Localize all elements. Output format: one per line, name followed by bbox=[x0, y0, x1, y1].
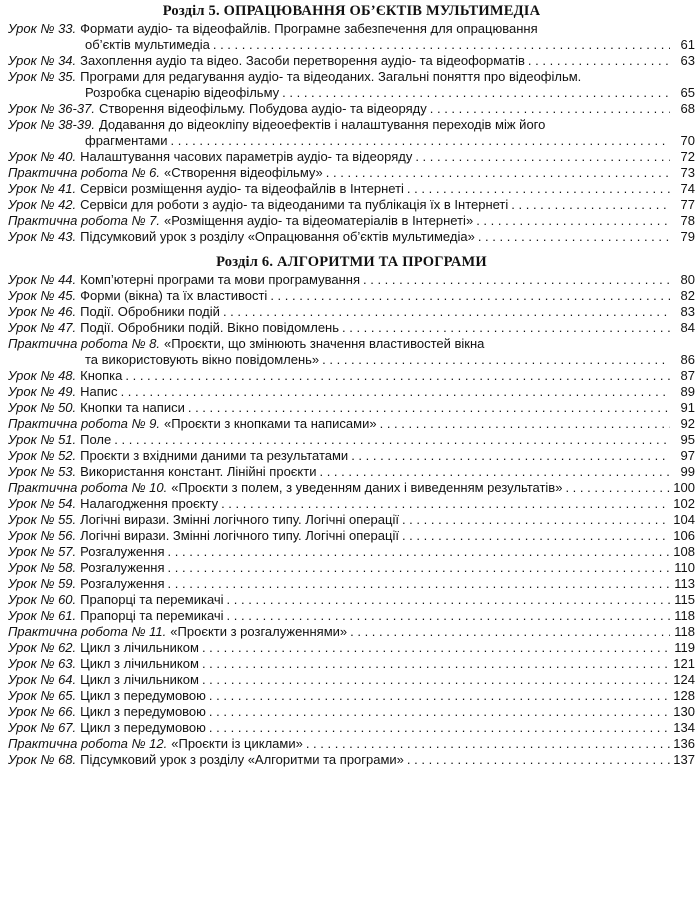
lesson-label: Урок № 41. bbox=[8, 181, 77, 196]
lesson-title: Захоплення аудіо та відео. Засоби перетворення аудіо- та відеоформатів bbox=[80, 53, 525, 68]
toc-entry-line bbox=[8, 165, 695, 181]
toc-entry-line bbox=[8, 304, 695, 320]
dot-leader bbox=[170, 133, 670, 149]
lesson-title: Програми для редагування аудіо- та відеоданих. Загальні поняття про відеофільм. bbox=[80, 69, 582, 84]
page-number: 74 bbox=[680, 181, 695, 196]
page-number: 61 bbox=[680, 37, 695, 52]
lesson-title: Кнопка bbox=[80, 368, 123, 383]
toc-entry-line bbox=[8, 704, 695, 720]
toc-entry bbox=[8, 149, 695, 165]
lesson-title: Напис bbox=[80, 384, 118, 399]
lesson-label: Урок № 47. bbox=[8, 320, 77, 335]
toc-entry-line bbox=[8, 560, 695, 576]
section-title: Розділ 6. АЛГОРИТМИ ТА ПРОГРАМИ bbox=[216, 254, 487, 270]
lesson-title: Підсумковий урок з розділу «Опрацювання об’єктів мультимедіа» bbox=[80, 229, 475, 244]
dot-leader bbox=[363, 272, 670, 288]
page-number: 110 bbox=[674, 560, 695, 575]
toc-entry-line bbox=[8, 608, 695, 624]
toc-entry-line bbox=[8, 288, 695, 304]
toc-entry-line bbox=[8, 480, 695, 496]
lesson-label: Урок № 56. bbox=[8, 528, 77, 543]
toc-entry bbox=[8, 229, 695, 245]
dot-leader bbox=[306, 736, 670, 752]
lesson-title: Прапорці та перемикачі bbox=[80, 608, 224, 623]
toc-entry bbox=[8, 576, 695, 592]
lesson-label: Урок № 54. bbox=[8, 496, 77, 511]
toc-entry-line bbox=[8, 368, 695, 384]
lesson-label: Практична робота № 10. bbox=[8, 480, 168, 495]
toc-entry bbox=[8, 165, 695, 181]
page-number: 137 bbox=[673, 752, 695, 767]
toc-entry-line bbox=[8, 688, 695, 704]
lesson-label: Урок № 46. bbox=[8, 304, 77, 319]
toc-entry-line bbox=[8, 736, 695, 752]
toc-entry-line bbox=[8, 181, 695, 197]
toc-entry bbox=[8, 672, 695, 688]
lesson-label: Урок № 34. bbox=[8, 53, 77, 68]
toc-entry bbox=[8, 304, 695, 320]
page-number: 124 bbox=[673, 672, 695, 687]
lesson-label: Практична робота № 11. bbox=[8, 624, 167, 639]
toc-entry-line bbox=[8, 21, 695, 37]
toc-entry bbox=[8, 101, 695, 117]
toc-entry-line bbox=[8, 37, 695, 53]
lesson-title: Додавання до відеокліпу відеоефектів і налаштування переходів між його bbox=[98, 117, 546, 132]
lesson-label: Урок № 49. bbox=[8, 384, 77, 399]
page-number: 65 bbox=[680, 85, 695, 100]
toc-entry bbox=[8, 213, 695, 229]
lesson-title: Розгалуження bbox=[80, 560, 165, 575]
lesson-title: Прапорці та перемикачі bbox=[80, 592, 224, 607]
dot-leader bbox=[114, 432, 670, 448]
lesson-label: Практична робота № 6. bbox=[8, 165, 161, 180]
toc-entry bbox=[8, 197, 695, 213]
lesson-title: Цикл з лічильником bbox=[80, 656, 199, 671]
page-number: 104 bbox=[673, 512, 695, 527]
page-number: 82 bbox=[680, 288, 695, 303]
toc-entry-line bbox=[8, 656, 695, 672]
lesson-title: Сервіси розміщення аудіо- та відеофайлів в Інтернеті bbox=[80, 181, 404, 196]
lesson-title: «Розміщення аудіо- та відеоматеріалів в Інтернеті» bbox=[164, 213, 474, 228]
lesson-title: та використовують вікно повідомлень» bbox=[85, 352, 320, 367]
toc-entry bbox=[8, 704, 695, 720]
lesson-label: Урок № 38-39. bbox=[8, 117, 95, 132]
lesson-title: об’єктів мультимедіа bbox=[85, 37, 210, 52]
toc-entry bbox=[8, 272, 695, 288]
toc-entry-line bbox=[8, 624, 695, 640]
toc-entry bbox=[8, 480, 695, 496]
lesson-label: Урок № 62. bbox=[8, 640, 77, 655]
lesson-label: Урок № 44. bbox=[8, 272, 77, 287]
lesson-title: «Створення відеофільму» bbox=[164, 165, 323, 180]
dot-leader bbox=[270, 288, 670, 304]
lesson-title: Логічні вирази. Змінні логічного типу. Логічні операції bbox=[80, 528, 399, 543]
lesson-title: Події. Обробники подій bbox=[80, 304, 220, 319]
dot-leader bbox=[227, 608, 670, 624]
dot-leader bbox=[213, 37, 670, 53]
toc-entry bbox=[8, 752, 695, 768]
dot-leader bbox=[430, 101, 670, 117]
toc-entry bbox=[8, 560, 695, 576]
toc-entry-line bbox=[8, 213, 695, 229]
lesson-title: Розгалуження bbox=[80, 544, 165, 559]
dot-leader bbox=[202, 640, 670, 656]
dot-leader bbox=[402, 528, 670, 544]
toc-entry-line bbox=[8, 400, 695, 416]
toc-entry-line bbox=[8, 576, 695, 592]
toc-entry-line bbox=[8, 672, 695, 688]
page-number: 72 bbox=[680, 149, 695, 164]
toc-entry-line bbox=[8, 336, 695, 352]
page-number: 92 bbox=[680, 416, 695, 431]
page-number: 113 bbox=[674, 576, 695, 591]
toc-entry bbox=[8, 416, 695, 432]
toc-entry-line bbox=[8, 448, 695, 464]
toc-entry bbox=[8, 464, 695, 480]
toc-entry-line bbox=[8, 544, 695, 560]
lesson-title: Поле bbox=[80, 432, 112, 447]
toc-entry-line bbox=[8, 53, 695, 69]
section-divider bbox=[8, 245, 695, 253]
lesson-title: Сервіси для роботи з аудіо- та відеоданими та публікація їх в Інтернеті bbox=[80, 197, 509, 212]
dot-leader bbox=[221, 496, 670, 512]
page-number: 68 bbox=[680, 101, 695, 116]
toc-entry bbox=[8, 736, 695, 752]
lesson-title: Розробка сценарію відеофільму bbox=[85, 85, 280, 100]
lesson-title: Комп’ютерні програми та мови програмування bbox=[80, 272, 361, 287]
lesson-label: Урок № 35. bbox=[8, 69, 77, 84]
toc-entry bbox=[8, 608, 695, 624]
lesson-title: Події. Обробники подій. Вікно повідомлень bbox=[80, 320, 339, 335]
lesson-label: Практична робота № 8. bbox=[8, 336, 161, 351]
toc-entry-line bbox=[8, 592, 695, 608]
toc-entry bbox=[8, 592, 695, 608]
page-number: 73 bbox=[680, 165, 695, 180]
lesson-label: Урок № 67. bbox=[8, 720, 77, 735]
toc-entry bbox=[8, 544, 695, 560]
lesson-label: Урок № 50. bbox=[8, 400, 77, 415]
lesson-label: Практична робота № 12. bbox=[8, 736, 168, 751]
dot-leader bbox=[282, 85, 670, 101]
page-number: 108 bbox=[673, 544, 695, 559]
page-number: 87 bbox=[680, 368, 695, 383]
lesson-label: Урок № 63. bbox=[8, 656, 77, 671]
lesson-label: Урок № 42. bbox=[8, 197, 77, 212]
dot-leader bbox=[322, 352, 670, 368]
page-number: 100 bbox=[673, 480, 695, 495]
toc-entry bbox=[8, 288, 695, 304]
lesson-title: Цикл з передумовою bbox=[80, 688, 206, 703]
toc-entry-line bbox=[8, 640, 695, 656]
page-number: 130 bbox=[673, 704, 695, 719]
toc-entry-line bbox=[8, 101, 695, 117]
lesson-label: Урок № 36-37. bbox=[8, 101, 95, 116]
dot-leader bbox=[209, 720, 670, 736]
lesson-title: Цикл з лічильником bbox=[80, 672, 199, 687]
lesson-title: Проєкти з вхідними даними та результатами bbox=[80, 448, 349, 463]
lesson-title: Розгалуження bbox=[80, 576, 165, 591]
lesson-label: Практична робота № 7. bbox=[8, 213, 161, 228]
dot-leader bbox=[407, 752, 670, 768]
section-title: Розділ 5. ОПРАЦЮВАННЯ ОБ’ЄКТІВ МУЛЬТИМЕДІА bbox=[162, 3, 541, 19]
page-number: 97 bbox=[680, 448, 695, 463]
toc-entry-line bbox=[8, 528, 695, 544]
toc-entry bbox=[8, 336, 695, 368]
dot-leader bbox=[326, 165, 670, 181]
dot-leader bbox=[168, 560, 670, 576]
lesson-title: Кнопки та написи bbox=[80, 400, 185, 415]
dot-leader bbox=[511, 197, 670, 213]
lesson-label: Урок № 53. bbox=[8, 464, 77, 479]
lesson-label: Урок № 57. bbox=[8, 544, 77, 559]
lesson-label: Урок № 61. bbox=[8, 608, 77, 623]
dot-leader bbox=[565, 480, 670, 496]
toc-entry-line bbox=[8, 133, 695, 149]
lesson-title: «Проєкти з розгалуженнями» bbox=[170, 624, 348, 639]
page-number: 128 bbox=[673, 688, 695, 703]
dot-leader bbox=[476, 213, 670, 229]
toc-entry bbox=[8, 432, 695, 448]
dot-leader bbox=[478, 229, 670, 245]
toc-entry bbox=[8, 384, 695, 400]
page-number: 83 bbox=[680, 304, 695, 319]
page-number: 79 bbox=[680, 229, 695, 244]
page-number: 84 bbox=[680, 320, 695, 335]
lesson-title: Використання констант. Лінійні проєкти bbox=[80, 464, 317, 479]
toc-entry-line bbox=[8, 197, 695, 213]
toc-entry bbox=[8, 400, 695, 416]
dot-leader bbox=[319, 464, 670, 480]
lesson-label: Урок № 43. bbox=[8, 229, 77, 244]
toc-entry bbox=[8, 181, 695, 197]
lesson-label: Урок № 45. bbox=[8, 288, 77, 303]
lesson-label: Урок № 58. bbox=[8, 560, 77, 575]
toc-entry bbox=[8, 448, 695, 464]
page-number: 106 bbox=[673, 528, 695, 543]
toc-entry bbox=[8, 512, 695, 528]
lesson-label: Урок № 59. bbox=[8, 576, 77, 591]
lesson-title: «Проєкти із циклами» bbox=[171, 736, 303, 751]
page-number: 118 bbox=[674, 624, 695, 639]
page-number: 121 bbox=[673, 656, 695, 671]
dot-leader bbox=[415, 149, 670, 165]
page-number: 102 bbox=[673, 496, 695, 511]
page-number: 86 bbox=[680, 352, 695, 367]
page-number: 89 bbox=[680, 384, 695, 399]
lesson-label: Урок № 65. bbox=[8, 688, 77, 703]
dot-leader bbox=[227, 592, 670, 608]
page-number: 78 bbox=[680, 213, 695, 228]
toc-entry bbox=[8, 688, 695, 704]
dot-leader bbox=[380, 416, 670, 432]
lesson-title: «Проєкти з кнопками та написами» bbox=[164, 416, 377, 431]
dot-leader bbox=[209, 704, 670, 720]
lesson-label: Урок № 48. bbox=[8, 368, 77, 383]
toc-entry-line bbox=[8, 496, 695, 512]
lesson-title: Форми (вікна) та їх властивості bbox=[80, 288, 268, 303]
page-number: 134 bbox=[673, 720, 695, 735]
toc-entry bbox=[8, 53, 695, 69]
page-number: 77 bbox=[680, 197, 695, 212]
lesson-label: Урок № 68. bbox=[8, 752, 77, 767]
toc-entry bbox=[8, 368, 695, 384]
lesson-title: «Проєкти, що змінюють значення властивостей вікна bbox=[164, 336, 485, 351]
toc-entry-line bbox=[8, 69, 695, 85]
lesson-title: «Проєкти з полем, з уведенням даних і виведенням результатів» bbox=[171, 480, 563, 495]
dot-leader bbox=[202, 656, 670, 672]
toc-entry bbox=[8, 496, 695, 512]
lesson-title: Логічні вирази. Змінні логічного типу. Логічні операції bbox=[80, 512, 399, 527]
dot-leader bbox=[168, 544, 670, 560]
lesson-label: Урок № 51. bbox=[8, 432, 77, 447]
toc-entry-line bbox=[8, 384, 695, 400]
toc-entry-line bbox=[8, 752, 695, 768]
dot-leader bbox=[223, 304, 670, 320]
lesson-label: Урок № 33. bbox=[8, 21, 77, 36]
page-number: 70 bbox=[680, 133, 695, 148]
lesson-title: фрагментами bbox=[85, 133, 168, 148]
page-number: 95 bbox=[680, 432, 695, 447]
toc-entry-line bbox=[8, 85, 695, 101]
toc-entry bbox=[8, 720, 695, 736]
toc-entry bbox=[8, 21, 695, 53]
lesson-label: Урок № 55. bbox=[8, 512, 77, 527]
page-number: 119 bbox=[674, 640, 695, 655]
toc-entry-line bbox=[8, 416, 695, 432]
dot-leader bbox=[188, 400, 670, 416]
dot-leader bbox=[407, 181, 670, 197]
lesson-label: Урок № 52. bbox=[8, 448, 77, 463]
dot-leader bbox=[350, 624, 670, 640]
dot-leader bbox=[342, 320, 670, 336]
dot-leader bbox=[125, 368, 670, 384]
lesson-label: Урок № 66. bbox=[8, 704, 77, 719]
table-of-contents bbox=[8, 2, 695, 768]
toc-entry-line bbox=[8, 720, 695, 736]
page-number: 80 bbox=[680, 272, 695, 287]
toc-entry-line bbox=[8, 320, 695, 336]
lesson-title: Цикл з передумовою bbox=[80, 704, 206, 719]
lesson-title: Налаштування часових параметрів аудіо- та відеоряду bbox=[80, 149, 413, 164]
lesson-label: Урок № 40. bbox=[8, 149, 77, 164]
dot-leader bbox=[168, 576, 670, 592]
lesson-label: Урок № 60. bbox=[8, 592, 77, 607]
lesson-title: Формати аудіо- та відеофайлів. Програмне забезпечення для опрацювання bbox=[80, 21, 538, 36]
dot-leader bbox=[402, 512, 670, 528]
toc-entry bbox=[8, 320, 695, 336]
toc-entry-line bbox=[8, 432, 695, 448]
toc-entry-line bbox=[8, 512, 695, 528]
toc-entry-line bbox=[8, 149, 695, 165]
page-number: 63 bbox=[680, 53, 695, 68]
toc-entry-line bbox=[8, 229, 695, 245]
lesson-title: Підсумковий урок з розділу «Алгоритми та програми» bbox=[80, 752, 404, 767]
page-number: 136 bbox=[673, 736, 695, 751]
toc-entry-line bbox=[8, 352, 695, 368]
toc-entry bbox=[8, 69, 695, 101]
page-number: 91 bbox=[680, 400, 695, 415]
lesson-title: Створення відеофільму. Побудова аудіо- та відеоряду bbox=[98, 101, 427, 116]
dot-leader bbox=[351, 448, 670, 464]
dot-leader bbox=[209, 688, 670, 704]
lesson-label: Практична робота № 9. bbox=[8, 416, 161, 431]
page-number: 99 bbox=[680, 464, 695, 479]
page-number: 115 bbox=[674, 592, 695, 607]
toc-entry-line bbox=[8, 464, 695, 480]
toc-entry bbox=[8, 624, 695, 640]
lesson-title: Цикл з передумовою bbox=[80, 720, 206, 735]
toc-entry bbox=[8, 656, 695, 672]
toc-entry-line bbox=[8, 272, 695, 288]
toc-entry bbox=[8, 640, 695, 656]
lesson-label: Урок № 64. bbox=[8, 672, 77, 687]
toc-entry bbox=[8, 528, 695, 544]
page-number: 118 bbox=[674, 608, 695, 623]
dot-leader bbox=[202, 672, 670, 688]
toc-entry-line bbox=[8, 117, 695, 133]
toc-entry bbox=[8, 117, 695, 149]
dot-leader bbox=[528, 53, 670, 69]
dot-leader bbox=[121, 384, 670, 400]
lesson-title: Цикл з лічильником bbox=[80, 640, 199, 655]
lesson-title: Налагодження проєкту bbox=[80, 496, 219, 511]
